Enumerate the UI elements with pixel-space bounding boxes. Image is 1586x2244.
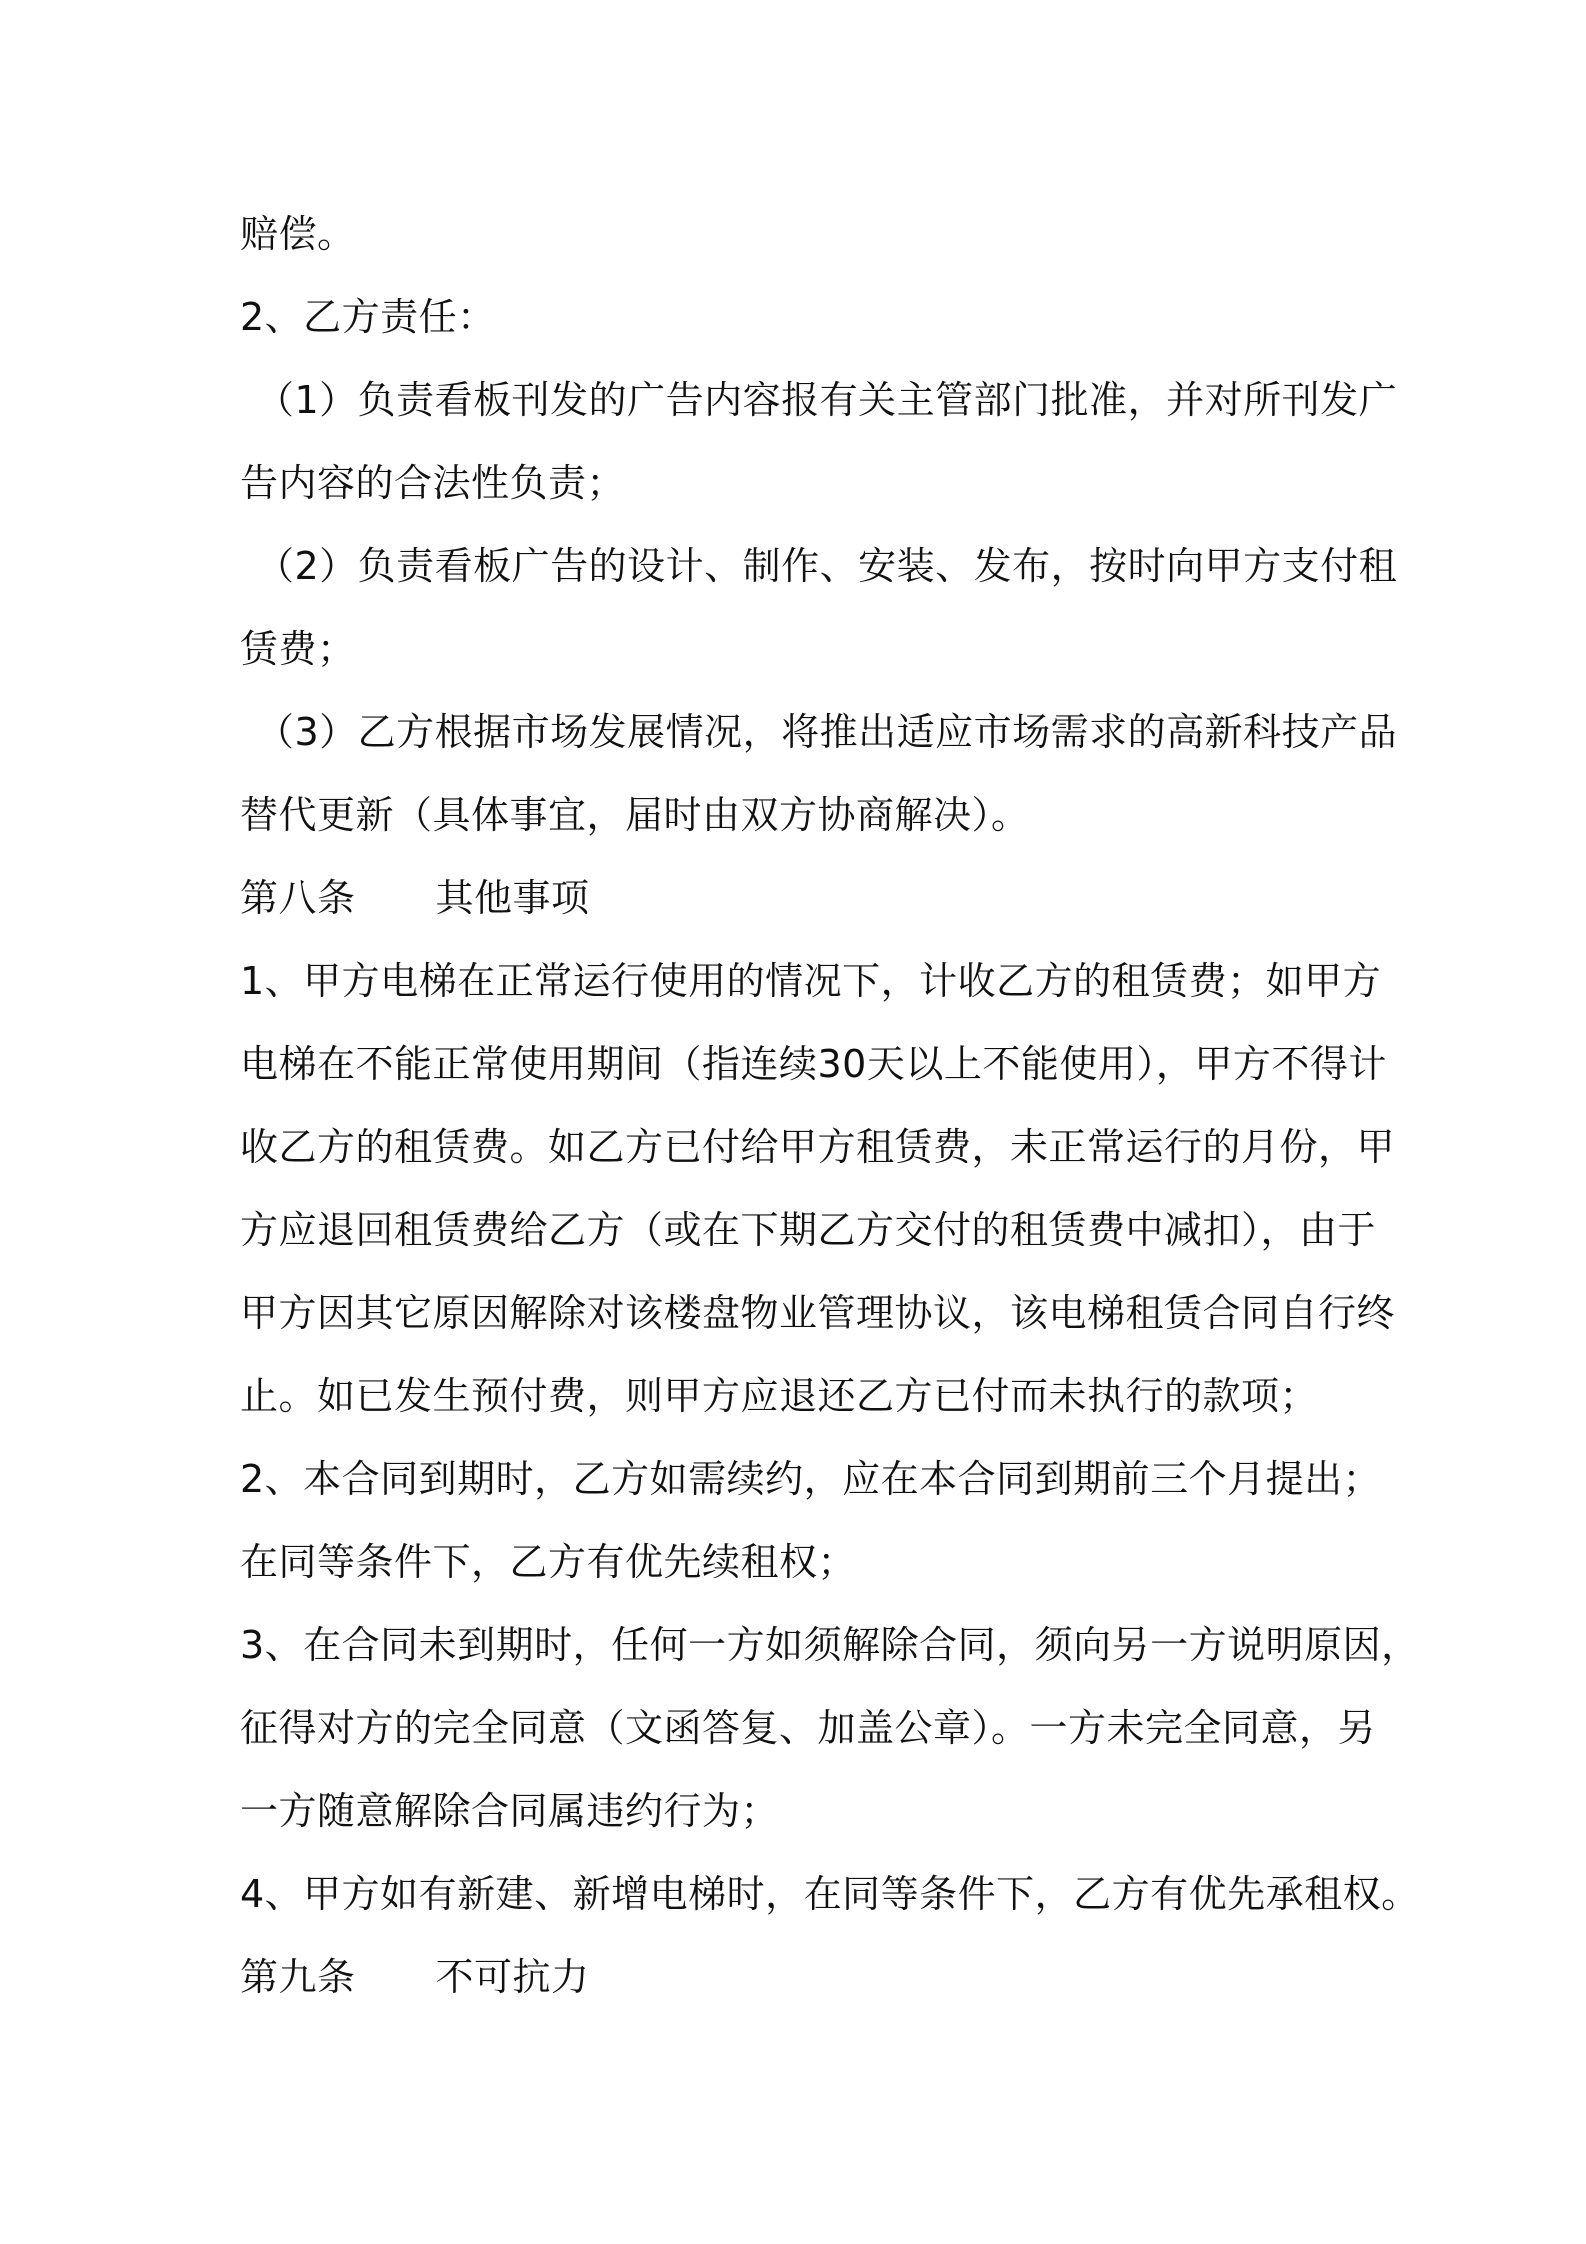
- article-9-heading: [240, 1936, 1360, 2019]
- text-line: 征得对方的完全同意（文函答复、加盖公章）。一方未完全同意，另: [240, 1706, 1377, 1750]
- article-8-heading: [240, 857, 1360, 940]
- text-line: 方应退回租赁费给乙方（或在下期乙方交付的租赁费中减扣），由于: [240, 1208, 1377, 1252]
- text-line: （3）乙方根据市场发展情况，将推出适应市场需求的高新科技产品: [256, 710, 1398, 754]
- text-line: 甲方因其它原因解除对该楼盘物业管理协议，该电梯租赁合同自行终: [240, 1291, 1396, 1335]
- text-line: （1）负责看板刊发的广告内容报有关主管部门批准，并对所刊发广: [256, 378, 1398, 422]
- text-line: 赔偿。: [240, 212, 356, 256]
- text-line: 1、甲方电梯在正常运行使用的情况下，计收乙方的租赁费；如甲方: [240, 959, 1382, 1003]
- text-line: 替代更新（具体事宜，届时由双方协商解决）。: [240, 793, 1030, 837]
- article-9-number: 第九条: [240, 1955, 356, 1999]
- article-9-title: 不可抗力: [435, 1955, 590, 1999]
- text-line: 止。如已发生预付费，则甲方应退还乙方已付而未执行的款项；: [240, 1374, 1319, 1418]
- article-8-number: 第八条: [240, 876, 356, 920]
- article-8-title: 其他事项: [435, 876, 590, 920]
- text-line: 电梯在不能正常使用期间（指连续30天以上不能使用），甲方不得计: [240, 1042, 1387, 1086]
- text-line: 4、甲方如有新建、新增电梯时，在同等条件下，乙方有优先承租权。: [240, 1872, 1420, 1916]
- text-line: 赁费；: [240, 627, 356, 671]
- document-body: [240, 193, 1420, 2019]
- text-line: 收乙方的租赁费。如乙方已付给甲方租赁费，未正常运行的月份，甲: [240, 1125, 1396, 1169]
- text-line: 告内容的合法性负责；: [240, 461, 626, 505]
- section-heading-party-b-responsibility: 2、乙方责任：: [240, 295, 496, 339]
- text-line: 3、在合同未到期时，任何一方如须解除合同，须向另一方说明原因，: [240, 1623, 1420, 1667]
- text-line: （2）负责看板广告的设计、制作、安装、发布，按时向甲方支付租: [256, 544, 1398, 588]
- text-line: 在同等条件下，乙方有优先续租权；: [240, 1540, 857, 1584]
- text-line: 2、本合同到期时，乙方如需续约，应在本合同到期前三个月提出；: [240, 1457, 1382, 1501]
- text-line: 一方随意解除合同属违约行为；: [240, 1789, 780, 1833]
